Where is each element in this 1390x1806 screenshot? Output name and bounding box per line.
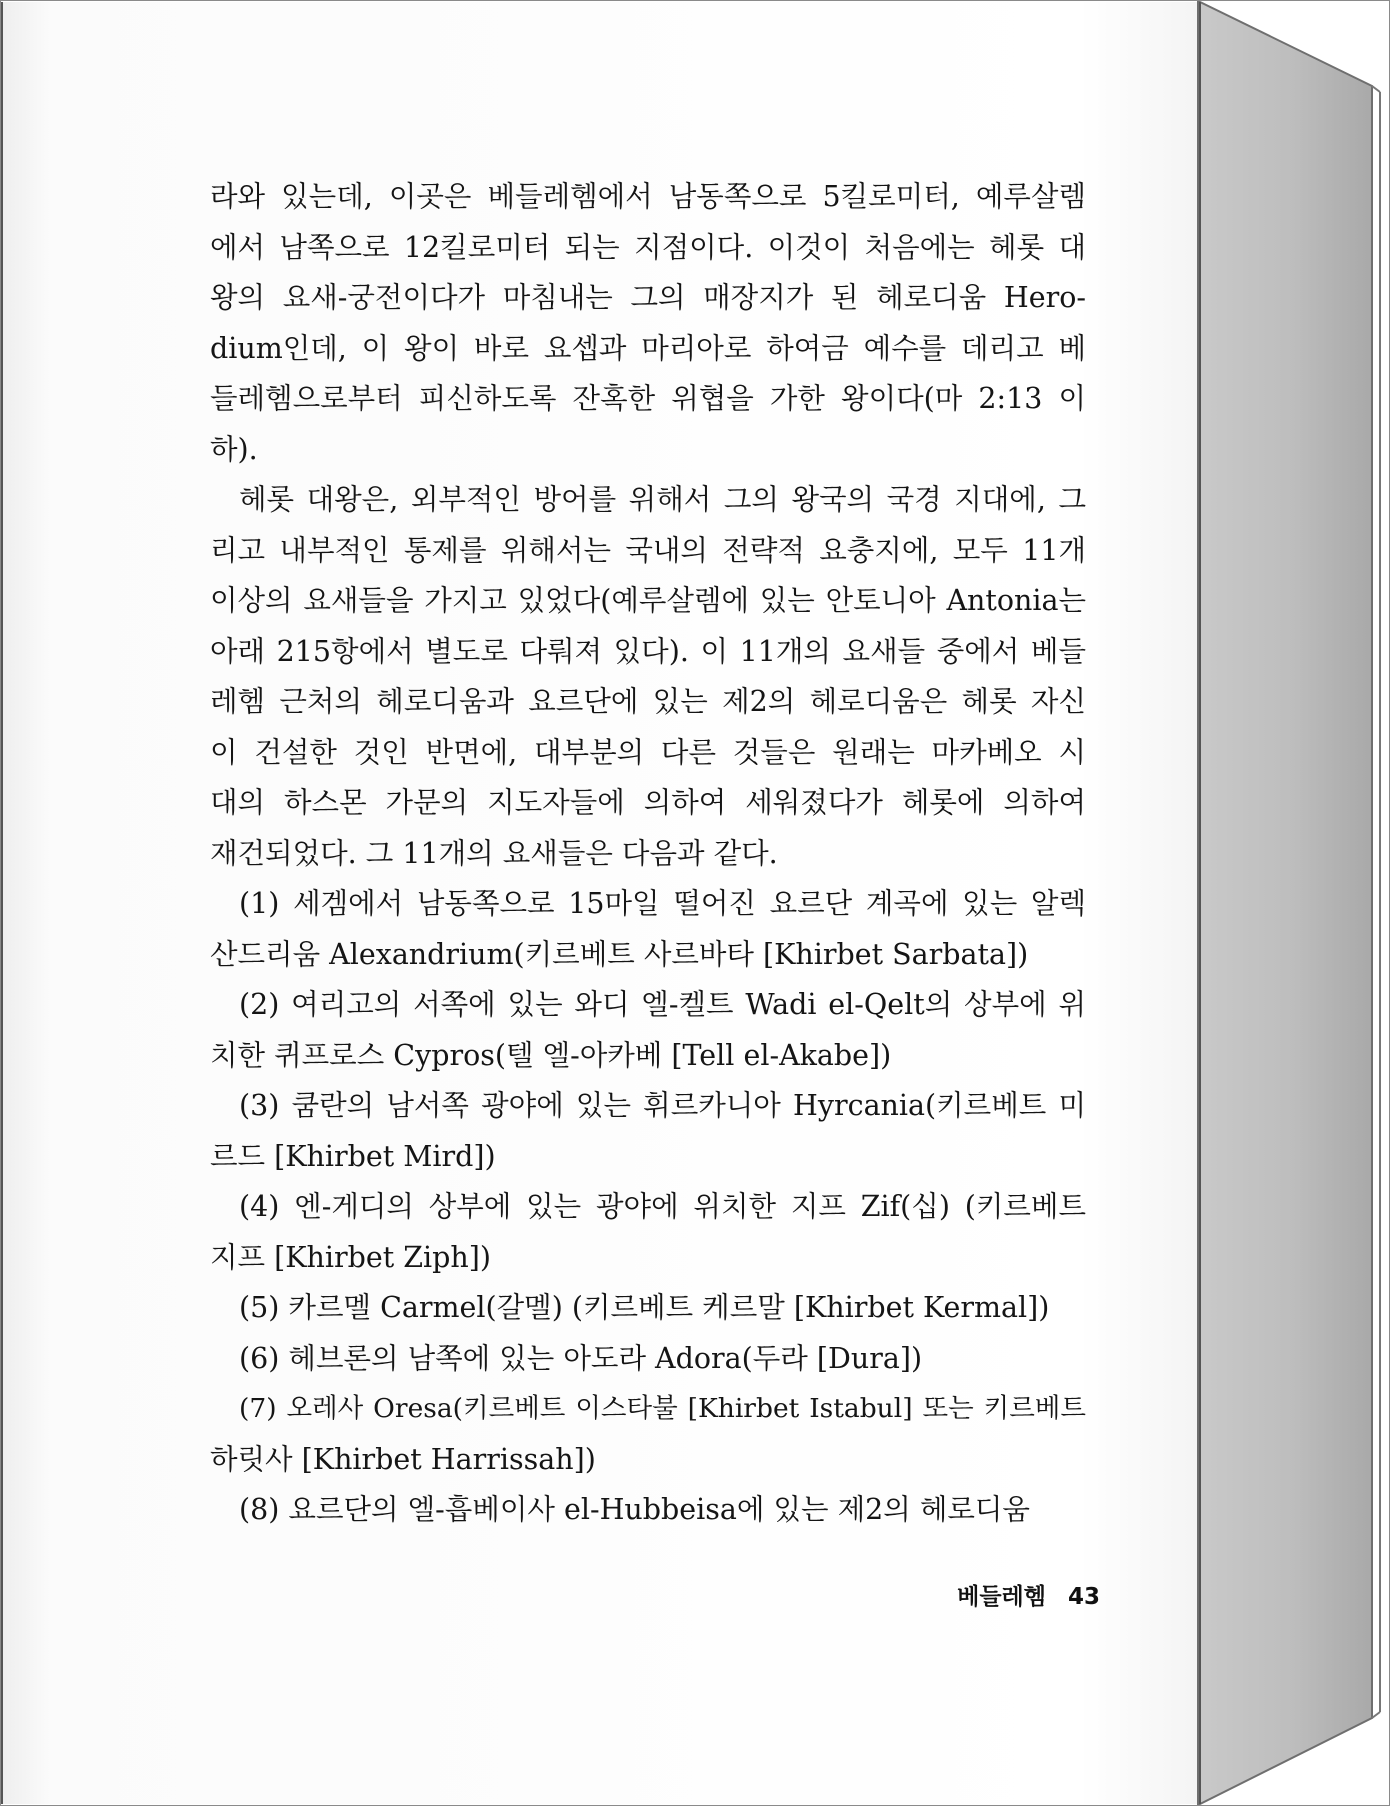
text-line: (6) 헤브론의 남쪽에 있는 아도라 Adora(두라 [Dura])	[239, 1341, 923, 1375]
text-line: 이상의 요새들을 가지고 있었다(예루살렘에 있는 안토니아 Antonia는	[210, 584, 1086, 617]
text-line: 들레헴으로부터 피신하도록 잔혹한 위협을 가한 왕이다(마 2:13 이	[210, 382, 1086, 415]
text-line: (3) 쿰란의 남서쪽 광야에 있는 휘르카니아 Hyrcania(키르베트 미	[239, 1089, 1086, 1122]
text-line: 에서 남쪽으로 12킬로미터 되는 지점이다. 이것이 처음에는 헤롯 대	[210, 230, 1086, 264]
text-line: 지프 [Khirbet Ziph])	[210, 1240, 492, 1274]
text-line: 치한 퀴프로스 Cypros(텔 엘-아카베 [Tell el-Akabe])	[210, 1038, 892, 1072]
page-footer	[860, 1578, 1100, 1611]
text-line: 라와 있는데, 이곳은 베들레헴에서 남동쪽으로 5킬로미터, 예루살렘	[210, 180, 1086, 213]
running-title: 베들레헴	[957, 1584, 1046, 1610]
text-line: dium인데, 이 왕이 바로 요셉과 마리아로 하여금 예수를 데리고 베	[210, 331, 1086, 365]
text-line: 리고 내부적인 통제를 위해서는 국내의 전략적 요충지에, 모두 11개	[210, 533, 1086, 567]
list-item-6	[210, 1334, 1086, 1385]
text-line: 하).	[210, 432, 258, 466]
list-item-8	[210, 1485, 1086, 1536]
list-item-7	[210, 1384, 1086, 1485]
paragraph-1	[210, 172, 1086, 475]
text-line: (4) 엔-게디의 상부에 있는 광야에 위치한 지프 Zif(십) (키르베트	[239, 1190, 1086, 1223]
list-item-2	[210, 980, 1086, 1081]
text-line: 재건되었다. 그 11개의 요새들은 다음과 같다.	[210, 836, 778, 870]
text-line: 하릿사 [Khirbet Harrissah])	[210, 1442, 596, 1476]
text-line: 헤롯 대왕은, 외부적인 방어를 위해서 그의 왕국의 국경 지대에, 그	[239, 483, 1086, 516]
text-line: 왕의 요새-궁전이다가 마침내는 그의 매장지가 된 헤로디움 Hero-	[210, 281, 1086, 314]
page-body-text	[210, 172, 1086, 1536]
text-line: 이 건설한 것인 반면에, 대부분의 다른 것들은 원래는 마카베오 시	[210, 735, 1086, 769]
text-line: (1) 세겜에서 남동쪽으로 15마일 떨어진 요르단 계곡에 있는 알렉	[239, 887, 1086, 920]
list-item-5	[210, 1283, 1086, 1334]
text-line: (2) 여리고의 서쪽에 있는 와디 엘-켈트 Wadi el-Qelt의 상부에 위	[239, 988, 1086, 1021]
text-line: 아래 215항에서 별도로 다뤄져 있다). 이 11개의 요새들 중에서 베들	[210, 634, 1086, 668]
list-item-3	[210, 1081, 1086, 1182]
text-line: (7) 오레사 Oresa(키르베트 이스타불 [Khirbet Istabul] 또는 키르베트	[239, 1393, 1086, 1424]
list-item-1	[210, 879, 1086, 980]
page-number: 43	[1067, 1584, 1100, 1610]
text-line: (8) 요르단의 엘-흡베이사 el-Hubbeisa에 있는 제2의 헤로디움	[239, 1493, 1030, 1526]
paragraph-2	[210, 475, 1086, 879]
text-line: (5) 카르멜 Carmel(갈멜) (키르베트 케르말 [Khirbet Kermal])	[239, 1291, 1050, 1324]
text-line: 산드리움 Alexandrium(키르베트 사르바타 [Khirbet Sarbata])	[210, 937, 1029, 971]
text-line: 대의 하스몬 가문의 지도자들에 의하여 세워졌다가 헤롯에 의하여	[210, 786, 1086, 819]
text-line: 레헴 근처의 헤로디움과 요르단에 있는 제2의 헤로디움은 헤롯 자신	[210, 685, 1086, 718]
list-item-4	[210, 1182, 1086, 1283]
text-line: 르드 [Khirbet Mird])	[210, 1139, 496, 1173]
